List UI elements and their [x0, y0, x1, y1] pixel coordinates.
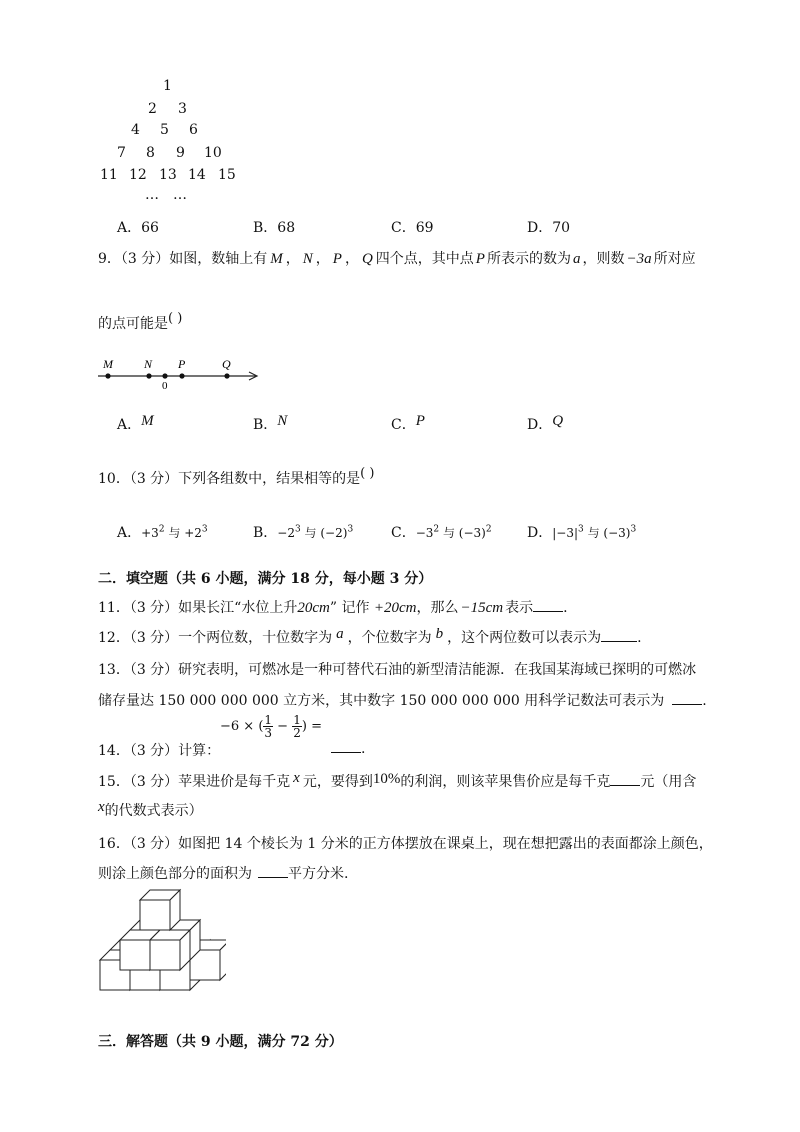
- section-2-heading: 二．填空题（共 6 小题，满分 18 分，每小题 3 分）: [98, 571, 433, 587]
- q8-option-a: A．66: [117, 220, 159, 236]
- number-line-figure: [96, 352, 266, 392]
- point-m: [105, 373, 110, 378]
- answer-blank[interactable]: [331, 740, 361, 753]
- triangle-number: 4: [131, 122, 140, 138]
- q15-line1: 15．（3 分）苹果进价是每千克 x 元，要得到10%的利润，则该苹果售价应是每千克 元（用含: [98, 770, 697, 790]
- q8-option-c: C．69: [391, 220, 434, 236]
- triangle-number: 14: [188, 167, 206, 183]
- q10-stem: 10．（3 分）下列各组数中，结果相等的是( ): [98, 466, 375, 487]
- triangle-number: 5: [160, 122, 169, 138]
- q10-option-c: C．$-3^2$ 与 $(-3)^2$: [391, 524, 492, 541]
- q10-option-b: B．$-2^3$ 与 $(-2)^3$: [253, 524, 354, 541]
- point-origin: [162, 373, 167, 378]
- triangle-number: 7: [117, 145, 126, 161]
- answer-blank[interactable]: [533, 599, 563, 612]
- label-n: N: [144, 357, 153, 371]
- triangle-number: 13: [159, 167, 177, 183]
- cube: [140, 890, 180, 930]
- triangle-ellipsis: …: [145, 187, 159, 203]
- cube: [150, 930, 190, 970]
- section-3-heading: 三．解答题（共 9 小题，满分 72 分）: [98, 1034, 343, 1050]
- q8-option-d: D．70: [527, 220, 571, 236]
- triangle-number: 11: [100, 167, 118, 183]
- q10-option-a: A．$+3^2$ 与 $+2^3$: [117, 524, 208, 541]
- q9-option-d: D．Q: [527, 413, 564, 433]
- point-n: [146, 373, 151, 378]
- triangle-number: 12: [129, 167, 147, 183]
- q10-option-d: D．$|-3|^3$ 与 $(-3)^3$: [527, 524, 637, 541]
- q9-stem: 9．（3 分）如图，数轴上有 M ， N ， P ， Q 四个点，其中点 P 所表示的数为 a ，则数 −3a 所对应: [98, 251, 696, 267]
- triangle-number: 1: [163, 78, 172, 94]
- label-m: M: [103, 357, 113, 371]
- q9-stem-line2: 的点可能是( ): [98, 311, 183, 332]
- triangle-number: 3: [178, 101, 187, 117]
- q9-option-b: B．N: [253, 413, 288, 433]
- q14-expression: −6 × ( $\frac{1}{3}$ − $\frac{1}{2}$ ) =: [220, 713, 322, 740]
- q13-line2: 储存量达 150 000 000 000 立方米，其中数字 150 000 000 000 用科学记数法可表示为 .: [98, 693, 707, 709]
- triangle-number: 15: [218, 167, 236, 183]
- triangle-number: 6: [189, 122, 198, 138]
- answer-blank[interactable]: [601, 629, 637, 642]
- q14-answer: .: [331, 740, 365, 757]
- q9-option-c: C．P: [391, 413, 425, 433]
- q12: 12．（3 分）一个两位数，十位数字为 a ，个位数字为 b ，这个两位数可以表示为 .: [98, 626, 642, 646]
- answer-blank[interactable]: [610, 773, 640, 786]
- q14-label: 14．（3 分）计算：: [98, 743, 221, 759]
- triangle-ellipsis: …: [173, 187, 187, 203]
- q15-line2: x的代数式表示）: [98, 799, 203, 819]
- q11: 11．（3 分）如果长江“水位上升20cm” 记作 +20cm，那么 −15cm 表示 .: [98, 600, 568, 616]
- point-q: [224, 373, 229, 378]
- q16-line1: 16．（3 分）如图把 14 个棱长为 1 分米的正方体摆放在课桌上，现在想把露出的表面都涂上颜色，: [98, 836, 713, 852]
- label-q: Q: [222, 357, 231, 371]
- triangle-number: 2: [148, 101, 157, 117]
- cube-stack-figure: [96, 888, 226, 1003]
- q16-line2: 则涂上颜色部分的面积为 平方分米.: [98, 866, 349, 882]
- triangle-number: 8: [146, 145, 155, 161]
- label-origin: 0: [162, 380, 168, 392]
- label-p: P: [178, 357, 186, 371]
- q9-option-a: A．M: [117, 413, 154, 433]
- answer-blank[interactable]: [672, 692, 702, 705]
- triangle-number: 9: [176, 145, 185, 161]
- q8-option-b: B．68: [253, 220, 296, 236]
- q13-line1: 13．（3 分）研究表明，可燃冰是一种可替代石油的新型清洁能源．在我国某海域已探明的可燃冰: [98, 662, 697, 678]
- answer-blank[interactable]: [258, 865, 288, 878]
- point-p: [179, 373, 184, 378]
- triangle-number: 10: [204, 145, 222, 161]
